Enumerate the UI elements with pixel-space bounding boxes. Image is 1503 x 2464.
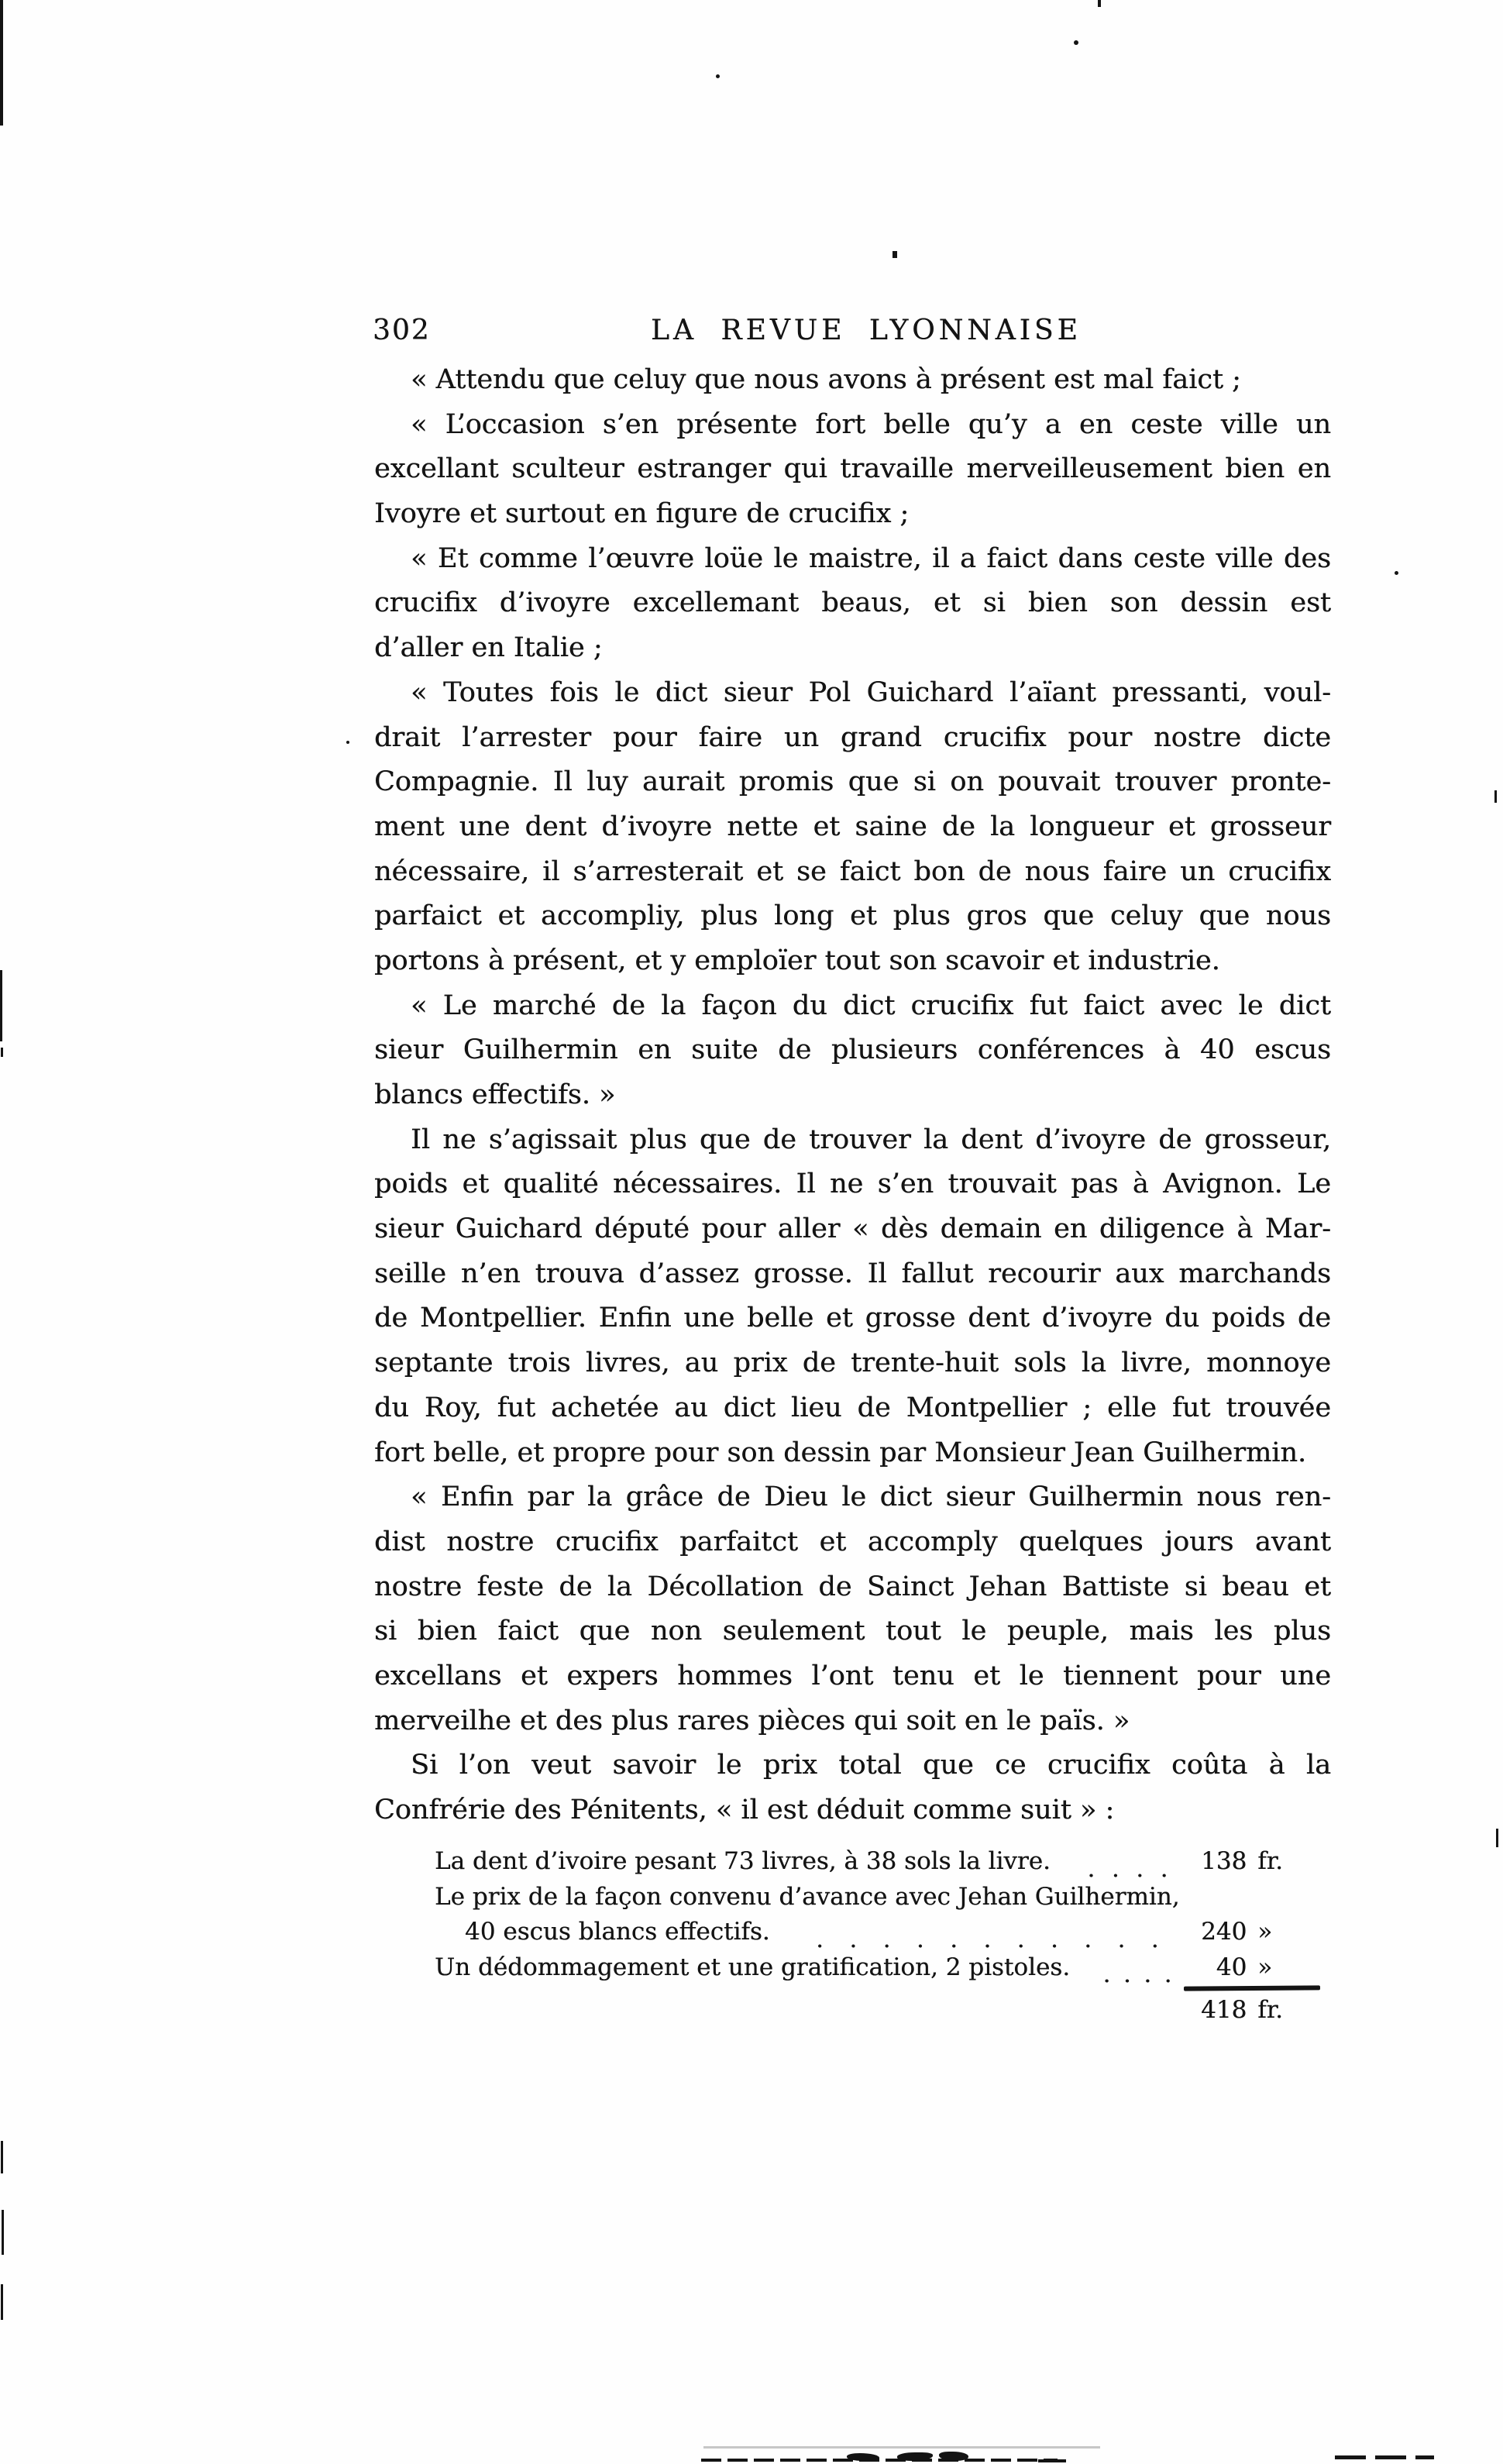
text-line: dist nostre crucifix parfaitct et accomply quelques jours avant: [374, 1526, 1331, 1557]
leader-dot: .: [882, 1925, 891, 1953]
account-row-unit: »: [1257, 1918, 1273, 1946]
account-row-label: Le prix de la façon convenu d’avance avec Jehan Guilhermin,: [435, 1882, 1180, 1911]
leader-dot: .: [916, 1925, 924, 1953]
dot-leader: [1051, 1844, 1197, 1883]
text-line: de Montpellier. Enfin une belle et grosse dent d’ivoyre du poids de: [374, 1303, 1331, 1334]
leader-dot: .: [1050, 1925, 1058, 1953]
leader-dot: .: [1087, 1854, 1095, 1883]
sum-rule: [1184, 1985, 1320, 1991]
scan-speck: [716, 74, 720, 78]
scan-artifact-bottom-streak: [1038, 2459, 1066, 2462]
account-row-label: La dent d’ivoire pesant 73 livres, à 38 sols la livre.: [435, 1847, 1051, 1875]
account-table: [374, 1844, 1298, 1988]
account-row: [374, 1880, 1298, 1915]
scan-artifact-left-dash: [1, 2141, 3, 2173]
leader-dot: .: [950, 1925, 958, 1953]
text-line: Confrérie des Pénitents, « il est déduit comme suit » :: [374, 1795, 1115, 1826]
text-line: « Attendu que celuy que nous avons à présent est mal faict ;: [411, 364, 1241, 395]
leader-dot: .: [1123, 1960, 1131, 1988]
scan-artifact-left-dash: [2, 2210, 4, 2255]
scan-artifact-left-line: [0, 970, 2, 1041]
text-line: Si l’on veut savoir le prix total que ce crucifix coûta à la: [411, 1750, 1331, 1781]
text-line: fort belle, et propre pour son dessin par Monsieur Jean Guilhermin.: [374, 1437, 1307, 1468]
account-row: [374, 1950, 1298, 1986]
text-line: d’aller en Italie ;: [374, 632, 603, 664]
scan-artifact-left-line: [0, 0, 3, 126]
text-line: « Enfin par la grâce de Dieu le dict sieur Guilhermin nous ren-: [411, 1481, 1331, 1513]
body-text-block: [374, 358, 1331, 1833]
total-unit: fr.: [1257, 1996, 1283, 2024]
account-row-amount-group: [1197, 1915, 1298, 1950]
page-number: 302: [373, 315, 431, 346]
text-line: blancs effectifs. »: [374, 1079, 616, 1110]
text-line: « Toutes fois le dict sieur Pol Guichard l’aïant pressanti, voul-: [411, 676, 1331, 708]
text-line: sieur Guichard député pour aller « dès demain en diligence à Mar-: [374, 1213, 1331, 1245]
leader-dot: .: [1111, 1854, 1120, 1883]
total-row: [374, 1993, 1298, 2028]
text-line: seille n’en trouva d’assez grosse. Il fallut recourir aux marchands: [374, 1258, 1331, 1289]
account-row-amount-group: [1197, 1950, 1298, 1986]
scan-artifact-bottom-streak: [701, 2459, 1058, 2462]
scan-artifact-right-tick: [1494, 790, 1497, 803]
text-line: ment une dent d’ivoyre nette et saine de la longueur et grosseur: [374, 810, 1331, 842]
text-line: excellant sculteur estranger qui travaille merveilleusement bien en: [374, 453, 1331, 485]
text-line: « L’occasion s’en présente fort belle qu’y a en ceste ville un: [411, 408, 1331, 440]
total-amount-group: [1197, 1993, 1298, 2028]
leader-dot: .: [1117, 1925, 1126, 1953]
text-line: sieur Guilhermin en suite de plusieurs conférences à 40 escus: [374, 1034, 1331, 1066]
leader-dot: .: [1164, 1960, 1172, 1988]
scan-artifact-left-dash: [1, 2284, 3, 2320]
leader-dot: .: [1102, 1960, 1111, 1988]
scan-artifact-bottom-streak: [1335, 2455, 1434, 2459]
text-line: Ivoyre et surtout en figure de crucifix ;: [374, 498, 910, 530]
scan-artifact-bottom-blob: [847, 2453, 879, 2461]
scan-artifact-left-dash: [1, 1048, 3, 1057]
account-row-amount: 40: [1216, 1953, 1247, 1981]
account-row-amount: 240: [1201, 1918, 1247, 1946]
account-row-amount-group: [1197, 1844, 1298, 1880]
account-row-unit: fr.: [1257, 1847, 1283, 1875]
leader-dot: .: [1084, 1925, 1092, 1953]
scan-speck: [893, 251, 897, 258]
scan-speck: [1098, 0, 1101, 7]
account-row: [374, 1915, 1298, 1953]
text-line: drait l’arrester pour faire un grand crucifix pour nostre dicte: [374, 721, 1331, 753]
text-line: portons à présent, et y emploïer tout son scavoir et industrie.: [374, 945, 1220, 976]
scan-speck: [1074, 40, 1078, 45]
account-row-label: 40 escus blancs effectifs.: [465, 1918, 770, 1946]
leader-dot: .: [849, 1925, 858, 1953]
leader-dot: .: [1150, 1925, 1159, 1953]
text-line: Compagnie. Il luy aurait promis que si on pouvait trouver pronte-: [374, 766, 1331, 798]
total-amount: 418: [1201, 1996, 1247, 2024]
leader-dot: .: [1144, 1960, 1152, 1988]
text-line: Il ne s’agissait plus que de trouver la dent d’ivoyre de grosseur,: [411, 1124, 1331, 1155]
dot-leader: [1070, 1950, 1197, 1986]
leader-dot: .: [1160, 1854, 1168, 1883]
scan-speck: [346, 741, 349, 744]
scan-artifact-right-tick: [1496, 1829, 1498, 1847]
text-line: merveilhe et des plus rares pièces qui soit en le païs. »: [374, 1705, 1130, 1736]
text-line: « Et comme l’œuvre loüe le maistre, il a faict dans ceste ville des: [411, 542, 1331, 574]
text-line: parfaict et accompliy, plus long et plus gros que celuy que nous: [374, 900, 1331, 932]
account-row-amount: 138: [1201, 1847, 1247, 1875]
text-line: nécessaire, il s’arresterait et se faict bon de nous faire un crucifix: [374, 855, 1331, 887]
text-line: crucifix d’ivoyre excellemant beaus, et si bien son dessin est: [374, 587, 1331, 619]
leader-dot: .: [816, 1925, 824, 1953]
leader-dot: .: [1136, 1854, 1144, 1883]
scan-artifact-bottom-shadow: [703, 2446, 1100, 2449]
text-line: septante trois livres, au prix de trente-huit sols la livre, monnoye: [374, 1347, 1331, 1379]
text-line: si bien faict que non seulement tout le peuple, mais les plus: [374, 1616, 1331, 1647]
text-line: « Le marché de la façon du dict crucifix fut faict avec le dict: [411, 989, 1331, 1021]
text-line: poids et qualité nécessaires. Il ne s’en trouvait pas à Avignon. Le: [374, 1168, 1331, 1200]
leader-dot: .: [1016, 1925, 1025, 1953]
text-line: excellans et expers hommes l’ont tenu et le tiennent pour une: [374, 1660, 1331, 1691]
text-line: du Roy, fut achetée au dict lieu de Montpellier ; elle fut trouvée: [374, 1392, 1331, 1423]
text-line: nostre feste de la Décollation de Sainct Jehan Battiste si beau et: [374, 1571, 1331, 1602]
account-row-unit: »: [1257, 1953, 1273, 1981]
scan-speck: [1395, 571, 1398, 575]
account-row-label: Un dédommagement et une gratification, 2 pistoles.: [435, 1953, 1071, 1981]
leader-dot: .: [983, 1925, 992, 1953]
account-row: [374, 1844, 1298, 1883]
dot-leader: [770, 1915, 1197, 1953]
journal-title: LA REVUE LYONNAISE: [651, 315, 1082, 346]
